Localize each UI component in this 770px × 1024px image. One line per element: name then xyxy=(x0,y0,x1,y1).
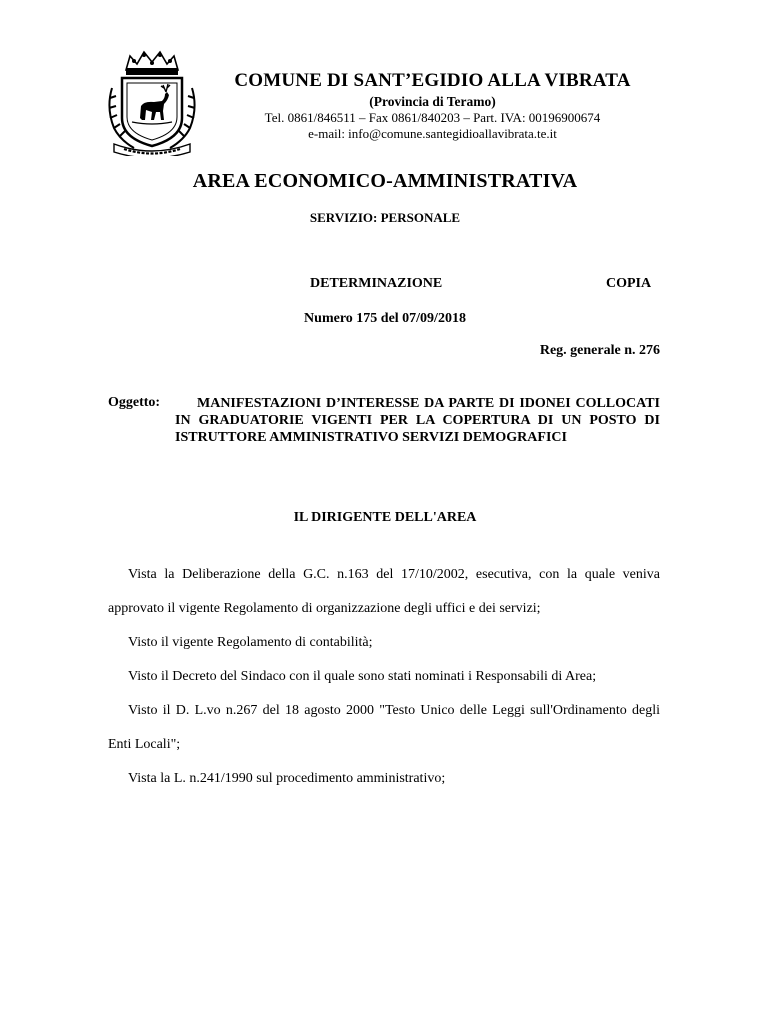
subject-label: Oggetto: xyxy=(108,395,161,410)
contact-phone-line: Tel. 0861/846511 – Fax 0861/840203 – Part. IVA: 00196900674 xyxy=(264,110,601,125)
municipality-name: COMUNE DI SANT’EGIDIO ALLA VIBRATA xyxy=(234,70,631,91)
service-name: SERVIZIO: PERSONALE xyxy=(309,210,461,225)
document-number: Numero 175 del 07/09/2018 xyxy=(304,311,466,326)
registry-number: Reg. generale n. 276 xyxy=(539,343,660,358)
body-paragraph: Visto il D. L.vo n.267 del 18 agosto 2000 "Testo Unico delle Leggi sull'Ordinamento degli Enti Locali"; xyxy=(108,703,660,752)
municipality-header xyxy=(200,70,665,142)
document-body xyxy=(108,558,660,796)
subject-text xyxy=(175,395,660,446)
section-heading: IL DIRIGENTE DELL'AREA xyxy=(293,510,477,525)
copy-label: COPIA xyxy=(606,276,652,291)
body-paragraph: Visto il Decreto del Sindaco con il quale sono stati nominati i Responsabili di Area; xyxy=(128,669,597,684)
body-paragraph: Vista la L. n.241/1990 sul procedimento amministrativo; xyxy=(128,771,446,786)
area-title: AREA ECONOMICO-AMMINISTRATIVA xyxy=(192,170,578,192)
province-name: (Provincia di Teramo) xyxy=(369,94,496,109)
document-type: DETERMINAZIONE xyxy=(310,276,443,291)
municipal-crest-icon xyxy=(104,48,200,156)
contact-email-line: e-mail: info@comune.santegidioallavibrata.te.it xyxy=(308,126,557,141)
body-paragraph: Vista la Deliberazione della G.C. n.163 del 17/10/2002, esecutiva, con la quale veniva approvato il vigente Regolamento di organizzazione degli uffici e dei servizi; xyxy=(108,567,660,616)
subject-text-content: MANIFESTAZIONI D’INTERESSE DA PARTE DI IDONEI COLLOCATI IN GRADUATORIE VIGENTI PER LA COPERTURA DI UN POSTO DI ISTRUTTORE AMMINISTRATIVO SERVIZI DEMOGRAFICI xyxy=(175,396,660,445)
body-paragraph: Visto il vigente Regolamento di contabilità; xyxy=(128,635,373,650)
